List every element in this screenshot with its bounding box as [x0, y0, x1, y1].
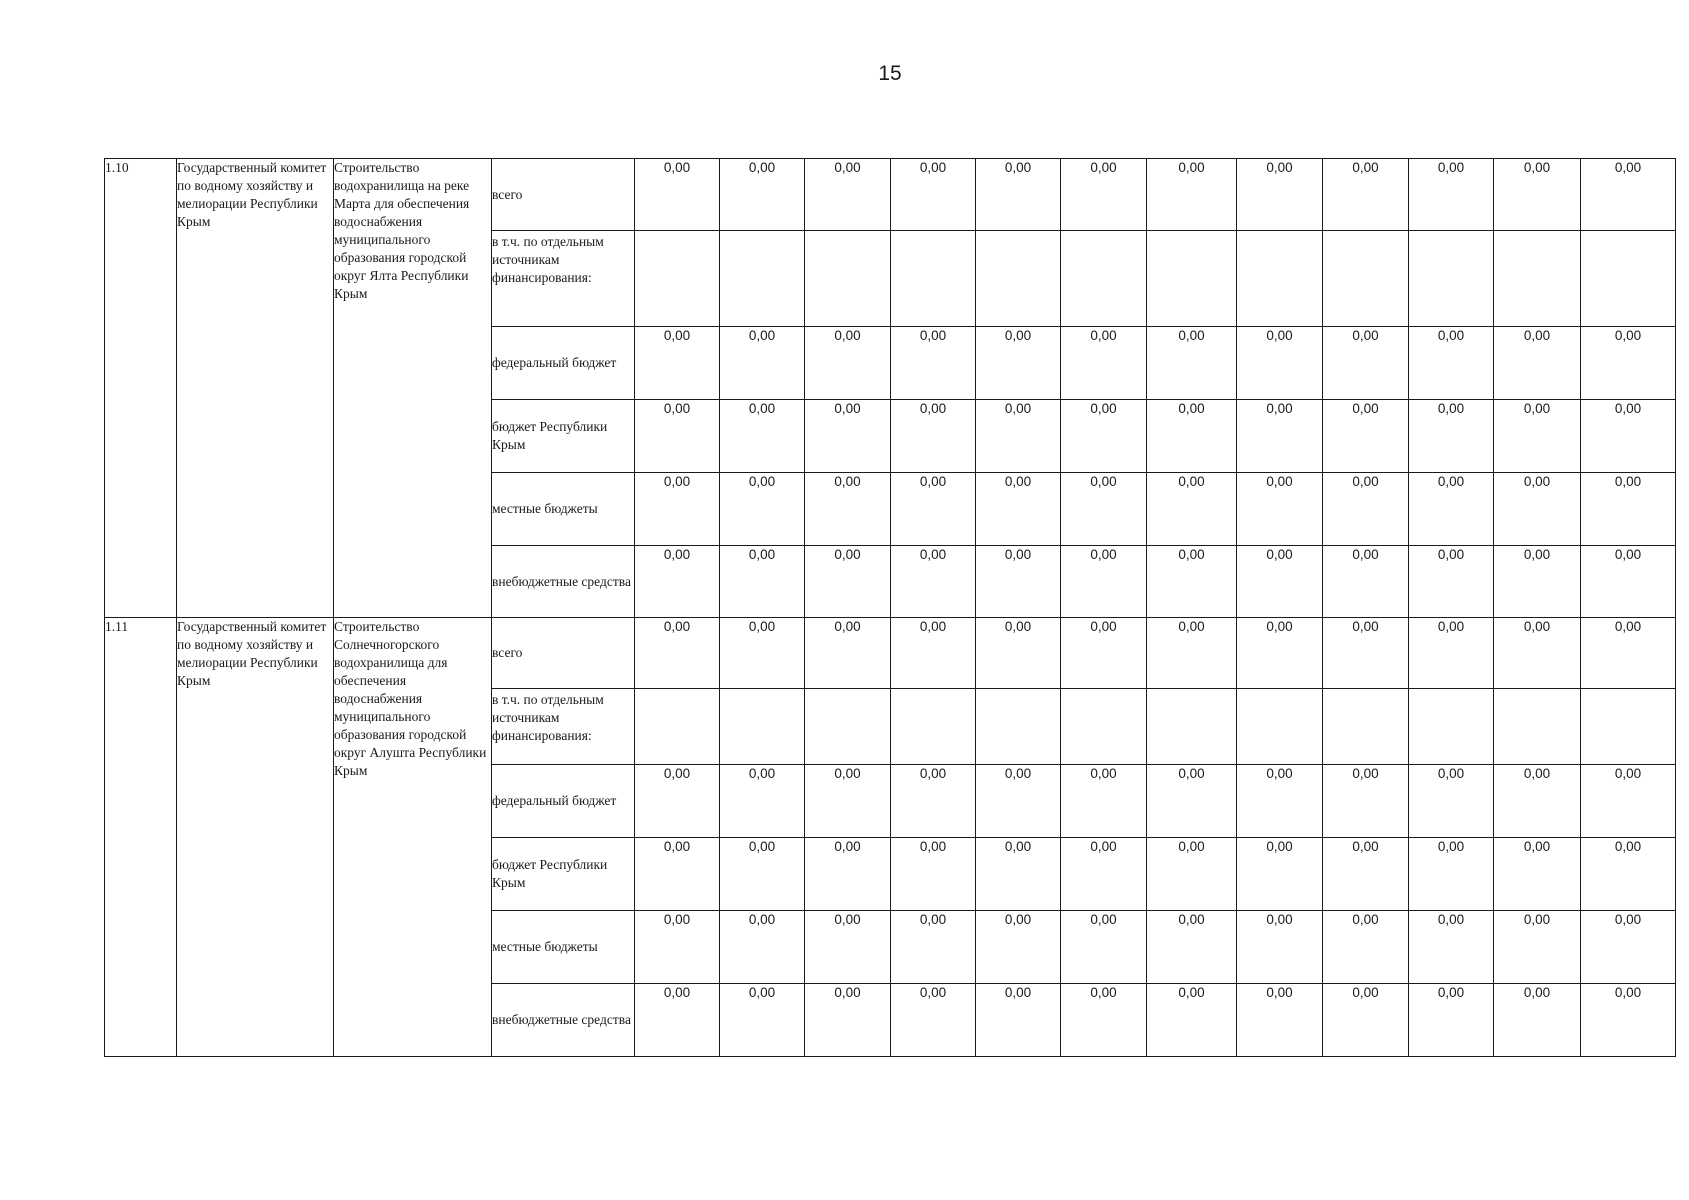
amount-cell: [891, 689, 976, 765]
amount-cell: 0,00: [976, 159, 1061, 231]
amount-cell: 0,00: [1581, 984, 1676, 1057]
funding-source-label: всего: [492, 159, 635, 231]
amount-cell: 0,00: [1237, 546, 1323, 618]
amount-cell: [1409, 689, 1494, 765]
amount-cell: 0,00: [1237, 911, 1323, 984]
amount-cell: 0,00: [976, 765, 1061, 838]
funding-source-label: внебюджетные средства: [492, 546, 635, 618]
amount-cell: 0,00: [1494, 911, 1581, 984]
amount-cell: [1494, 689, 1581, 765]
amount-cell: [805, 231, 891, 327]
amount-cell: 0,00: [635, 327, 720, 400]
amount-cell: 0,00: [1323, 546, 1409, 618]
amount-cell: 0,00: [1581, 400, 1676, 473]
amount-cell: [720, 231, 805, 327]
amount-cell: 0,00: [1409, 838, 1494, 911]
amount-cell: 0,00: [1409, 911, 1494, 984]
amount-cell: 0,00: [976, 546, 1061, 618]
amount-cell: [1323, 231, 1409, 327]
amount-cell: 0,00: [1237, 984, 1323, 1057]
amount-cell: 0,00: [976, 327, 1061, 400]
funding-source-label: бюджет Республики Крым: [492, 838, 635, 911]
amount-cell: 0,00: [1147, 984, 1237, 1057]
amount-cell: 0,00: [1147, 473, 1237, 546]
amount-cell: 0,00: [1237, 327, 1323, 400]
amount-cell: [1494, 231, 1581, 327]
amount-cell: 0,00: [1323, 984, 1409, 1057]
amount-cell: [1581, 231, 1676, 327]
amount-cell: 0,00: [635, 984, 720, 1057]
amount-cell: 0,00: [805, 400, 891, 473]
amount-cell: [1061, 231, 1147, 327]
amount-cell: 0,00: [976, 400, 1061, 473]
amount-cell: [1581, 689, 1676, 765]
amount-cell: 0,00: [720, 400, 805, 473]
amount-cell: 0,00: [891, 473, 976, 546]
responsible-organization: Государственный комитет по водному хозяйству и мелиорации Республики Крым: [177, 159, 334, 618]
amount-cell: 0,00: [805, 838, 891, 911]
amount-cell: 0,00: [720, 473, 805, 546]
amount-cell: 0,00: [1323, 159, 1409, 231]
amount-cell: 0,00: [1494, 473, 1581, 546]
amount-cell: 0,00: [1409, 618, 1494, 689]
funding-source-label: бюджет Республики Крым: [492, 400, 635, 473]
amount-cell: 0,00: [1237, 618, 1323, 689]
amount-cell: [976, 689, 1061, 765]
amount-cell: 0,00: [1581, 765, 1676, 838]
amount-cell: [891, 231, 976, 327]
funding-source-label: в т.ч. по отдельным источникам финансирования:: [492, 231, 635, 327]
amount-cell: 0,00: [976, 473, 1061, 546]
amount-cell: 0,00: [720, 984, 805, 1057]
amount-cell: 0,00: [1494, 327, 1581, 400]
amount-cell: [976, 231, 1061, 327]
amount-cell: 0,00: [805, 327, 891, 400]
amount-cell: 0,00: [1147, 400, 1237, 473]
amount-cell: 0,00: [891, 400, 976, 473]
amount-cell: 0,00: [635, 159, 720, 231]
amount-cell: 0,00: [805, 473, 891, 546]
amount-cell: 0,00: [805, 546, 891, 618]
amount-cell: 0,00: [805, 911, 891, 984]
amount-cell: 0,00: [891, 911, 976, 984]
funding-source-label: федеральный бюджет: [492, 327, 635, 400]
amount-cell: 0,00: [805, 765, 891, 838]
amount-cell: 0,00: [1061, 473, 1147, 546]
amount-cell: 0,00: [1581, 618, 1676, 689]
amount-cell: 0,00: [1237, 838, 1323, 911]
amount-cell: 0,00: [1061, 838, 1147, 911]
amount-cell: 0,00: [720, 911, 805, 984]
amount-cell: 0,00: [891, 618, 976, 689]
amount-cell: 0,00: [1147, 159, 1237, 231]
amount-cell: 0,00: [891, 765, 976, 838]
item-number: 1.10: [105, 159, 177, 618]
amount-cell: [720, 689, 805, 765]
amount-cell: [1061, 689, 1147, 765]
amount-cell: 0,00: [635, 400, 720, 473]
funding-source-label: местные бюджеты: [492, 473, 635, 546]
amount-cell: 0,00: [891, 327, 976, 400]
amount-cell: 0,00: [1237, 473, 1323, 546]
amount-cell: 0,00: [1409, 327, 1494, 400]
amount-cell: 0,00: [1494, 159, 1581, 231]
amount-cell: 0,00: [1409, 400, 1494, 473]
amount-cell: 0,00: [1237, 400, 1323, 473]
amount-cell: 0,00: [635, 838, 720, 911]
amount-cell: [1409, 231, 1494, 327]
amount-cell: 0,00: [1061, 400, 1147, 473]
amount-cell: 0,00: [1494, 838, 1581, 911]
amount-cell: 0,00: [1323, 765, 1409, 838]
amount-cell: 0,00: [976, 618, 1061, 689]
amount-cell: 0,00: [720, 838, 805, 911]
funding-source-label: внебюджетные средства: [492, 984, 635, 1057]
amount-cell: [1237, 231, 1323, 327]
amount-cell: 0,00: [1147, 618, 1237, 689]
total-row: [105, 159, 1676, 231]
amount-cell: 0,00: [1581, 911, 1676, 984]
amount-cell: 0,00: [976, 838, 1061, 911]
amount-cell: 0,00: [720, 159, 805, 231]
amount-cell: [1147, 231, 1237, 327]
total-row: [105, 618, 1676, 689]
amount-cell: 0,00: [1409, 984, 1494, 1057]
responsible-organization: Государственный комитет по водному хозяйству и мелиорации Республики Крым: [177, 618, 334, 1057]
amount-cell: 0,00: [1409, 159, 1494, 231]
amount-cell: 0,00: [1147, 546, 1237, 618]
amount-cell: 0,00: [1323, 327, 1409, 400]
amount-cell: 0,00: [1323, 911, 1409, 984]
project-description: Строительство водохранилища на реке Марта для обеспечения водоснабжения муниципального образования городской округ Ялта Республики Крым: [334, 159, 492, 618]
amount-cell: 0,00: [1581, 473, 1676, 546]
amount-cell: 0,00: [1147, 911, 1237, 984]
amount-cell: [1147, 689, 1237, 765]
amount-cell: [635, 231, 720, 327]
amount-cell: 0,00: [635, 473, 720, 546]
amount-cell: 0,00: [635, 546, 720, 618]
amount-cell: 0,00: [720, 618, 805, 689]
amount-cell: 0,00: [1061, 984, 1147, 1057]
amount-cell: 0,00: [1323, 618, 1409, 689]
amount-cell: 0,00: [1581, 838, 1676, 911]
amount-cell: 0,00: [1061, 159, 1147, 231]
amount-cell: 0,00: [976, 911, 1061, 984]
amount-cell: 0,00: [1494, 400, 1581, 473]
amount-cell: 0,00: [720, 327, 805, 400]
amount-cell: 0,00: [891, 546, 976, 618]
amount-cell: 0,00: [1323, 400, 1409, 473]
amount-cell: 0,00: [805, 984, 891, 1057]
amount-cell: 0,00: [1061, 327, 1147, 400]
amount-cell: [1237, 689, 1323, 765]
amount-cell: 0,00: [1061, 546, 1147, 618]
amount-cell: 0,00: [1237, 765, 1323, 838]
amount-cell: 0,00: [1061, 618, 1147, 689]
amount-cell: [635, 689, 720, 765]
amount-cell: 0,00: [1494, 546, 1581, 618]
amount-cell: [1323, 689, 1409, 765]
amount-cell: 0,00: [805, 159, 891, 231]
amount-cell: 0,00: [1581, 159, 1676, 231]
amount-cell: 0,00: [720, 765, 805, 838]
page-number: 15: [878, 62, 902, 85]
amount-cell: 0,00: [1061, 911, 1147, 984]
amount-cell: 0,00: [1494, 618, 1581, 689]
amount-cell: 0,00: [891, 984, 976, 1057]
project-description: Строительство Солнечногорского водохранилища для обеспечения водоснабжения муниципального образования городской округ Алушта Республики Крым: [334, 618, 492, 1057]
financing-table: [104, 158, 1676, 1057]
amount-cell: 0,00: [1581, 546, 1676, 618]
amount-cell: 0,00: [1323, 473, 1409, 546]
amount-cell: 0,00: [1494, 984, 1581, 1057]
amount-cell: 0,00: [1581, 327, 1676, 400]
amount-cell: 0,00: [1409, 473, 1494, 546]
amount-cell: 0,00: [1147, 327, 1237, 400]
item-number: 1.11: [105, 618, 177, 1057]
amount-cell: 0,00: [976, 984, 1061, 1057]
funding-source-label: федеральный бюджет: [492, 765, 635, 838]
amount-cell: 0,00: [805, 618, 891, 689]
amount-cell: 0,00: [1147, 838, 1237, 911]
amount-cell: 0,00: [1494, 765, 1581, 838]
funding-source-label: в т.ч. по отдельным источникам финансирования:: [492, 689, 635, 765]
amount-cell: 0,00: [635, 765, 720, 838]
amount-cell: 0,00: [891, 159, 976, 231]
amount-cell: 0,00: [1147, 765, 1237, 838]
amount-cell: 0,00: [635, 618, 720, 689]
amount-cell: 0,00: [1237, 159, 1323, 231]
amount-cell: 0,00: [891, 838, 976, 911]
amount-cell: 0,00: [1409, 765, 1494, 838]
funding-source-label: всего: [492, 618, 635, 689]
funding-source-label: местные бюджеты: [492, 911, 635, 984]
amount-cell: 0,00: [1409, 546, 1494, 618]
amount-cell: [805, 689, 891, 765]
amount-cell: 0,00: [720, 546, 805, 618]
amount-cell: 0,00: [1061, 765, 1147, 838]
amount-cell: 0,00: [1323, 838, 1409, 911]
amount-cell: 0,00: [635, 911, 720, 984]
